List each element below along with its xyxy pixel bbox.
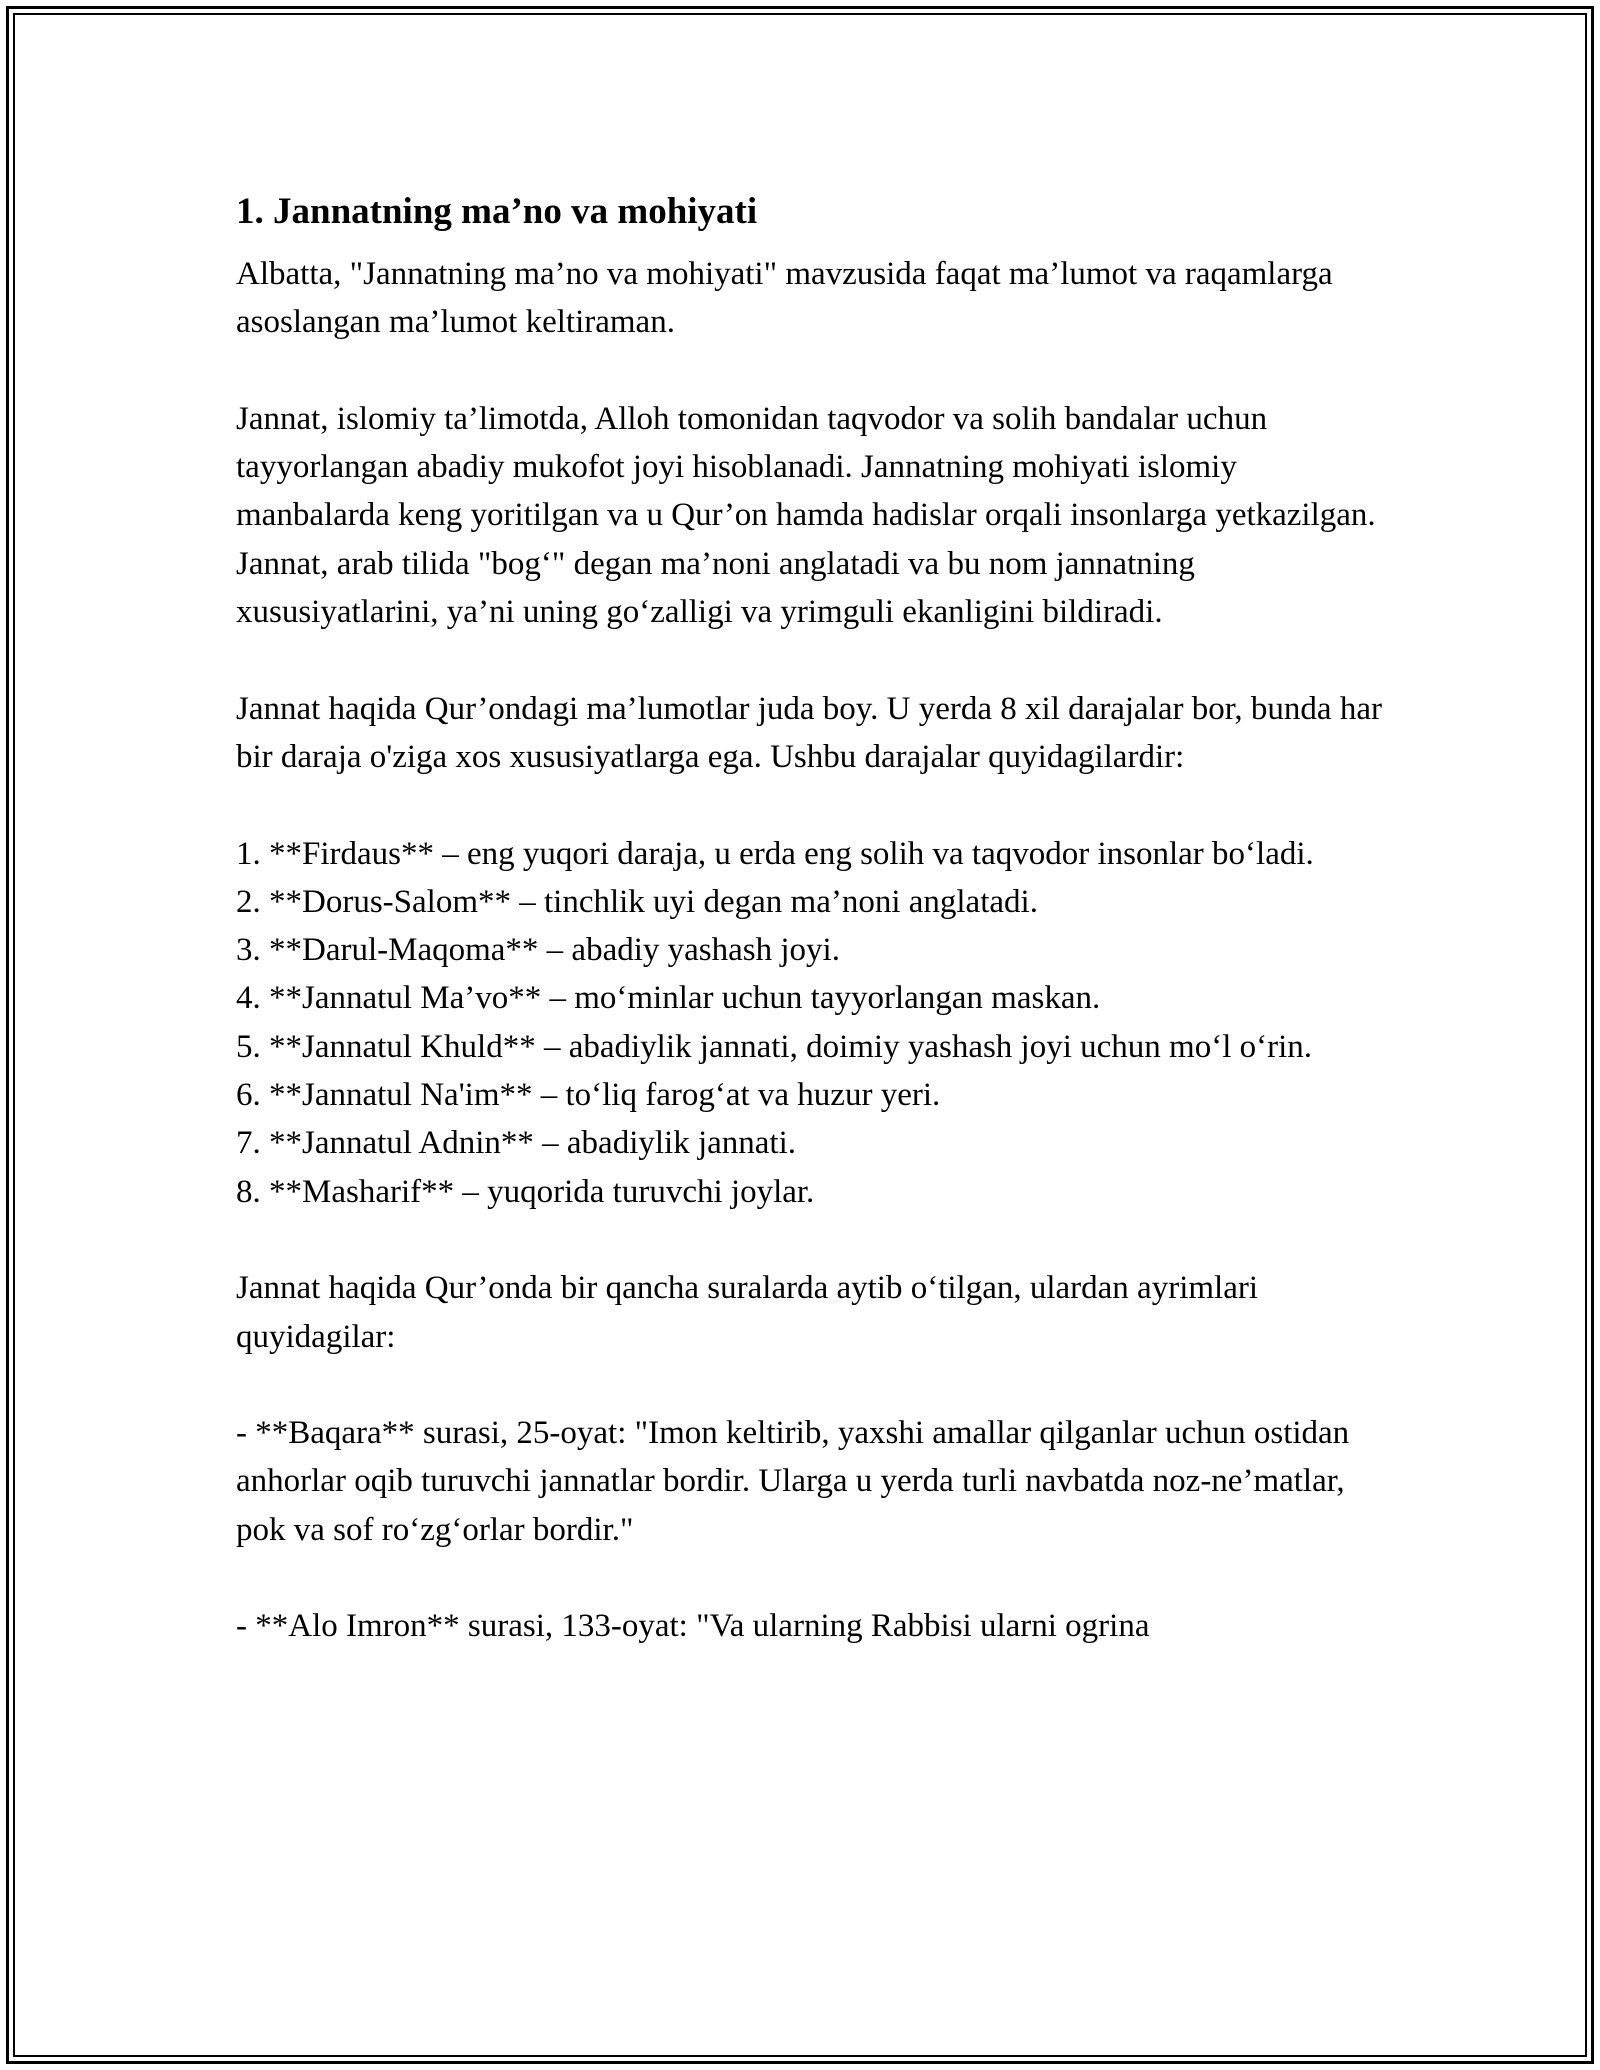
list-item: 7. **Jannatul Adnin** – abadiylik jannati. xyxy=(236,1125,797,1162)
list-item: 3. **Darul-Maqoma** – abadiy yashash joyi. xyxy=(236,932,840,969)
levels-list xyxy=(236,830,1386,1216)
jannat-definition-paragraph: Jannat, islomiy ta’limotda, Alloh tomonidan taqvodor va solih bandalar uchun tayyorlangan abadiy mukofot joyi hisoblanadi. Jannatning mohiyati islomiy manbalarda keng yoritilgan va u Qur’on hamda hadislar orqali insonlarga yetkazilgan. Jannat, arab tilida "bog‘" degan ma’noni anglatadi va bu nom jannatning xususiyatlarini, ya’ni uning go‘zalligi va yrimguli ekanligini bildiradi. xyxy=(236,400,1376,631)
list-item: 1. **Firdaus** – eng yuqori daraja, u erda eng solih va taqvodor insonlar bo‘ladi. xyxy=(236,835,1314,872)
sura-baqara-quote: - **Baqara** surasi, 25-oyat: "Imon keltirib, yaxshi amallar qilganlar uchun ostidan anhorlar oqib turuvchi jannatlar bordir. Ularga u yerda turli navbatda noz-ne’matlar, pok va sof ro‘zg‘orlar bordir." xyxy=(236,1415,1350,1548)
document-body xyxy=(236,186,1386,1651)
intro-paragraph: Albatta, "Jannatning ma’no va mohiyati" mavzusida faqat ma’lumot va raqamlarga asoslangan ma’lumot keltiraman. xyxy=(236,256,1333,341)
list-item: 6. **Jannatul Na'im** – to‘liq farog‘at va huzur yeri. xyxy=(236,1077,941,1114)
sura-alo-imron-quote: - **Alo Imron** surasi, 133-oyat: "Va ularning Rabbisi ularni ogrina xyxy=(236,1608,1150,1645)
levels-intro-paragraph: Jannat haqida Qur’ondagi ma’lumotlar juda boy. U yerda 8 xil darajalar bor, bunda har bir daraja o'ziga xos xususiyatlarga ega. Ushbu darajalar quyidagilardir: xyxy=(236,690,1382,775)
suras-intro-paragraph: Jannat haqida Qur’onda bir qancha suralarda aytib o‘tilgan, ulardan ayrimlari quyidagilar: xyxy=(236,1270,1259,1355)
list-item: 4. **Jannatul Ma’vo** – mo‘minlar uchun tayyorlangan maskan. xyxy=(236,980,1101,1017)
list-item: 5. **Jannatul Khuld** – abadiylik jannati, doimiy yashash joyi uchun mo‘l o‘rin. xyxy=(236,1028,1313,1065)
section-heading: 1. Jannatning ma’no va mohiyati xyxy=(236,191,758,232)
list-item: 8. **Masharif** – yuqorida turuvchi joylar. xyxy=(236,1173,815,1210)
list-item: 2. **Dorus-Salom** – tinchlik uyi degan ma’noni anglatadi. xyxy=(236,883,1038,920)
